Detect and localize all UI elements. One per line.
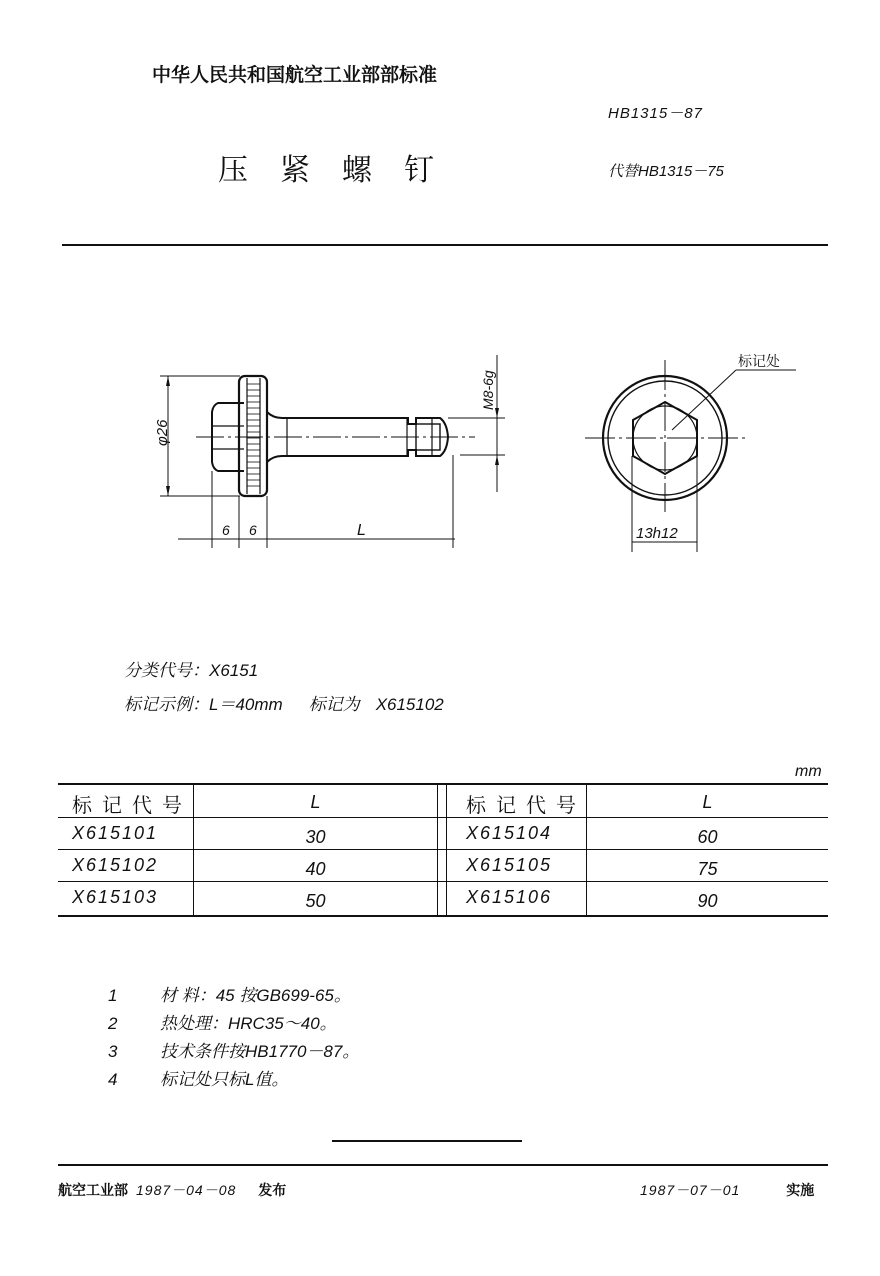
note-item: 1 材 料：45 按GB699-65。 <box>108 986 351 1005</box>
table-row-code: X615102 <box>72 855 159 875</box>
marking-location-label: 标记处 <box>738 354 780 370</box>
table-row-code: X615101 <box>72 823 159 843</box>
header-marking-code-right: 标记代号 <box>466 793 586 817</box>
end-of-content-rule <box>332 1140 522 1142</box>
technical-notes <box>108 982 359 1094</box>
header-marking-code-left: 标记代号 <box>72 793 192 817</box>
organization-heading: 中华人民共和国航空工业部部标准 <box>152 64 438 86</box>
note-item: 2 热处理：HRC35～40。 <box>108 1014 337 1033</box>
document-title: 压紧螺钉 <box>218 153 466 188</box>
table-row-length: 40 <box>305 859 326 879</box>
table-row-code: X615106 <box>466 887 553 907</box>
classification-line <box>124 656 258 681</box>
header-length-right: L <box>702 792 713 812</box>
table-unit: mm <box>795 763 822 780</box>
dim-flange-label: 6 <box>249 522 257 538</box>
effective-action: 实施 <box>786 1183 815 1199</box>
classification-label: 分类代号： <box>124 661 209 680</box>
table-row-length: 50 <box>305 891 326 911</box>
replaces-standard: 代替HB1315－75 <box>608 163 724 180</box>
issue-action: 发布 <box>258 1183 287 1199</box>
table-row-length: 90 <box>697 891 718 911</box>
table-row-code: X615105 <box>466 855 553 875</box>
issue-date: 1987－04－08 <box>136 1182 237 1198</box>
issue-info <box>58 1180 286 1200</box>
example-label: 标记示例： <box>124 695 209 714</box>
table-row-code: X615103 <box>72 887 159 907</box>
side-view <box>160 355 505 548</box>
table-row-code: X615104 <box>466 823 553 843</box>
marking-example-line <box>124 690 444 715</box>
marked-as-value: X615102 <box>375 695 444 714</box>
effective-info <box>640 1180 814 1200</box>
note-item: 3 技术条件按HB1770－87。 <box>108 1042 360 1061</box>
diameter-label: φ26 <box>154 419 171 446</box>
end-view <box>585 360 796 552</box>
example-value: L＝40mm <box>209 695 283 714</box>
table-row-length: 75 <box>697 859 718 879</box>
issuer: 航空工业部 <box>58 1183 128 1199</box>
dim-length-label: L <box>357 522 366 539</box>
footer-divider <box>58 1164 828 1166</box>
classification-value: X6151 <box>209 661 259 680</box>
table-row-length: 60 <box>697 827 718 847</box>
thread-label: M8-6g <box>480 370 496 410</box>
table-row-length: 30 <box>305 827 326 847</box>
effective-date: 1987－07－01 <box>640 1182 741 1198</box>
note-item: 4 标记处只标L值。 <box>108 1070 289 1089</box>
dim-head-label: 6 <box>222 522 230 538</box>
hex-size-label: 13h12 <box>636 525 678 542</box>
technical-drawing <box>0 0 880 600</box>
marked-as-label: 标记为 <box>308 695 360 714</box>
standard-number: HB1315－87 <box>608 105 703 122</box>
header-length-left: L <box>310 792 321 812</box>
